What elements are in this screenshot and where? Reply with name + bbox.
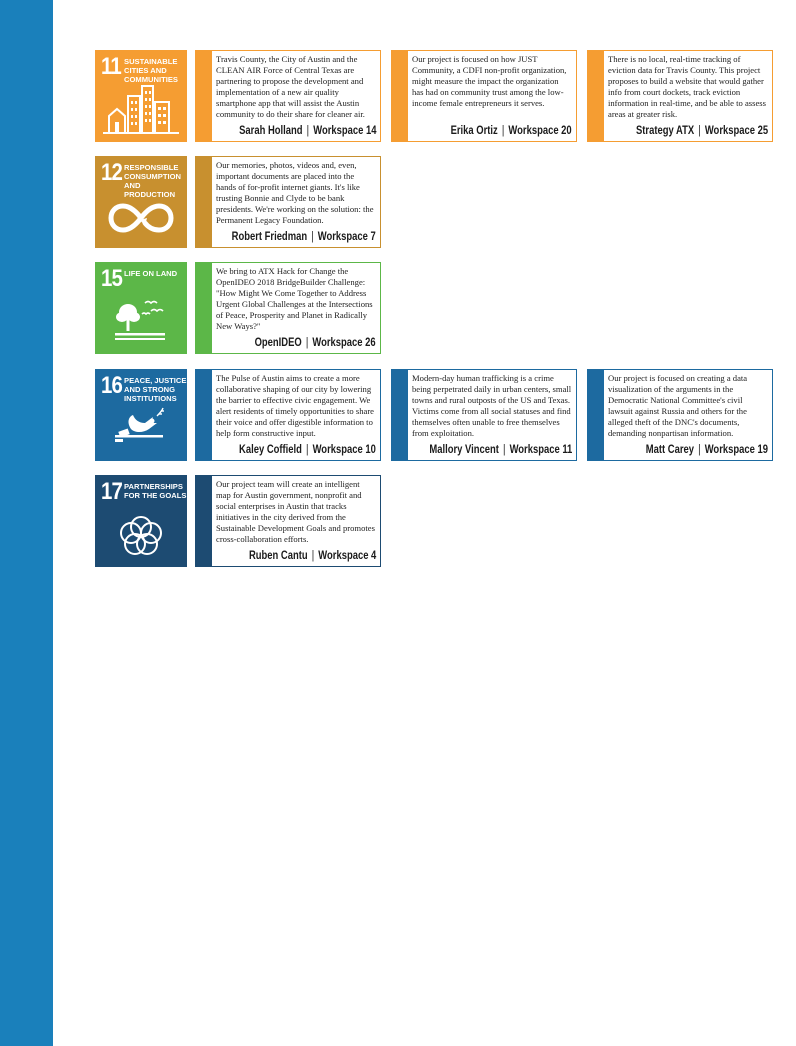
project-signature — [255, 337, 376, 350]
workspace-label: Workspace 10 — [312, 444, 376, 456]
workspace-label: Workspace 4 — [317, 550, 376, 562]
goal-16-tile — [95, 369, 187, 461]
project-card — [195, 262, 381, 354]
infinity-loop-icon — [95, 156, 187, 248]
project-lead-name: OpenIDEO — [254, 337, 303, 349]
workspace-label: Workspace 11 — [509, 444, 572, 456]
project-description: There is no local, real-time tracking of eviction data for Travis County. This project proposes to build a website that would gather info from court dockets, track eviction information in real-time, and be able to assess areas at greater risk. — [608, 54, 766, 119]
project-card — [195, 475, 381, 567]
goal-16-title: PEACE, JUSTICE AND STRONG INSTITUTIONS — [124, 376, 187, 403]
goal-12-title: RESPONSIBLE CONSUMPTION AND PRODUCTION — [124, 163, 181, 199]
workspace-label: Workspace 7 — [317, 231, 376, 243]
project-card — [587, 369, 773, 461]
project-lead-name: Strategy ATX — [635, 125, 695, 137]
separator: | — [311, 231, 314, 243]
project-signature — [232, 231, 376, 244]
goal-12-number: 12 — [101, 159, 122, 186]
project-card — [195, 50, 381, 142]
separator: | — [698, 125, 701, 137]
goal-11-tile — [95, 50, 187, 142]
project-description: The Pulse of Austin aims to create a more collaborative shaping of our city by lowering the barrier to effective civic engagement. We alert residents of timely opportunities to share their voice and offer digestible information to help form constructive input. — [216, 373, 374, 438]
goal-17-number: 17 — [101, 478, 122, 505]
separator: | — [306, 337, 309, 349]
page-sidebar-band — [0, 0, 53, 1046]
goal-11-title: SUSTAINABLE CITIES AND COMMUNITIES — [124, 57, 178, 84]
separator: | — [502, 444, 506, 456]
project-lead-name: Robert Friedman — [231, 231, 308, 243]
goal-11-number: 11 — [101, 53, 121, 80]
project-lead-name: Sarah Holland — [238, 125, 303, 137]
project-signature — [646, 444, 768, 457]
project-signature — [636, 125, 768, 138]
project-card — [391, 369, 577, 461]
goal-16-number: 16 — [101, 372, 122, 399]
project-description: Our project team will create an intelligent map for Austin government, nonprofit and social enterprises in Austin that tracks initiatives in the city derived from the Sustainable Development Goals and promotes cross-collaboration efforts. — [216, 479, 375, 544]
project-card — [195, 369, 381, 461]
workspace-label: Workspace 19 — [704, 444, 768, 456]
separator: | — [306, 125, 309, 137]
project-description: Modern-day human trafficking is a crime being perpetrated daily in urban centers, small towns and rural outposts of the US and Texas. Victims come from all social statuses and find themselves often unable to free themselves from exploitation. — [412, 373, 572, 438]
project-lead-name: Matt Carey — [645, 444, 695, 456]
project-card — [587, 50, 773, 142]
separator: | — [698, 444, 701, 456]
separator: | — [311, 550, 314, 562]
workspace-label: Workspace 26 — [312, 337, 376, 349]
project-signature — [239, 444, 376, 457]
workspace-label: Workspace 14 — [312, 125, 376, 137]
project-card — [195, 156, 381, 248]
project-signature — [239, 125, 376, 138]
city-buildings-icon — [95, 50, 187, 142]
goal-17-title: PARTNERSHIPS FOR THE GOALS — [124, 482, 187, 500]
project-description: Travis County, the City of Austin and the CLEAN AIR Force of Central Texas are partnering to propose the development and implementation of a new air quality smartphone app that will assist the Austin community to do their share for cleaner air. — [216, 54, 365, 119]
goal-15-number: 15 — [101, 265, 122, 292]
project-description: We bring to ATX Hack for Change the OpenIDEO 2018 BridgeBuilder Challenge: "How Might We Come Together to Address Urgent Global Challenges at the Intersections of Peace, Prosperity and Planet in Radically New Ways?" — [216, 266, 373, 331]
separator: | — [502, 125, 505, 137]
goal-12-tile — [95, 156, 187, 248]
project-description: Our memories, photos, videos and, even, important documents are placed into the hands of for-profit internet giants. It's like trusting Bonnie and Clyde to be bank presidents. We're working on the solution: the Permanent Legacy Foundation. — [216, 160, 374, 225]
project-lead-name: Erika Ortiz — [450, 125, 499, 137]
project-lead-name: Kaley Coffield — [239, 444, 303, 456]
goal-15-tile — [95, 262, 187, 354]
project-card — [391, 50, 577, 142]
workspace-label: Workspace 20 — [508, 125, 572, 137]
project-signature — [249, 550, 376, 563]
interlocking-rings-icon — [95, 475, 187, 567]
separator: | — [306, 444, 309, 456]
goal-17-tile — [95, 475, 187, 567]
workspace-label: Workspace 25 — [704, 125, 768, 137]
tree-birds-icon — [95, 262, 187, 354]
project-description: Our project is focused on creating a data visualization of the arguments in the Democratic National Committee's civil lawsuit against Russia and others for the alleged theft of the DNC's documents, demanding nonpartisan information. — [608, 373, 748, 438]
project-lead-name: Mallory Vincent — [429, 444, 499, 456]
dove-gavel-icon — [95, 369, 187, 461]
goal-15-title: LIFE ON LAND — [124, 269, 178, 278]
project-description: Our project is focused on how JUST Community, a CDFI non-profit organization, might measure the impact the organization has had on community trust among the low-income female entrepreneurs it serves. — [412, 54, 567, 108]
project-lead-name: Ruben Cantu — [248, 550, 308, 562]
project-signature — [429, 444, 572, 457]
project-signature — [451, 125, 572, 138]
